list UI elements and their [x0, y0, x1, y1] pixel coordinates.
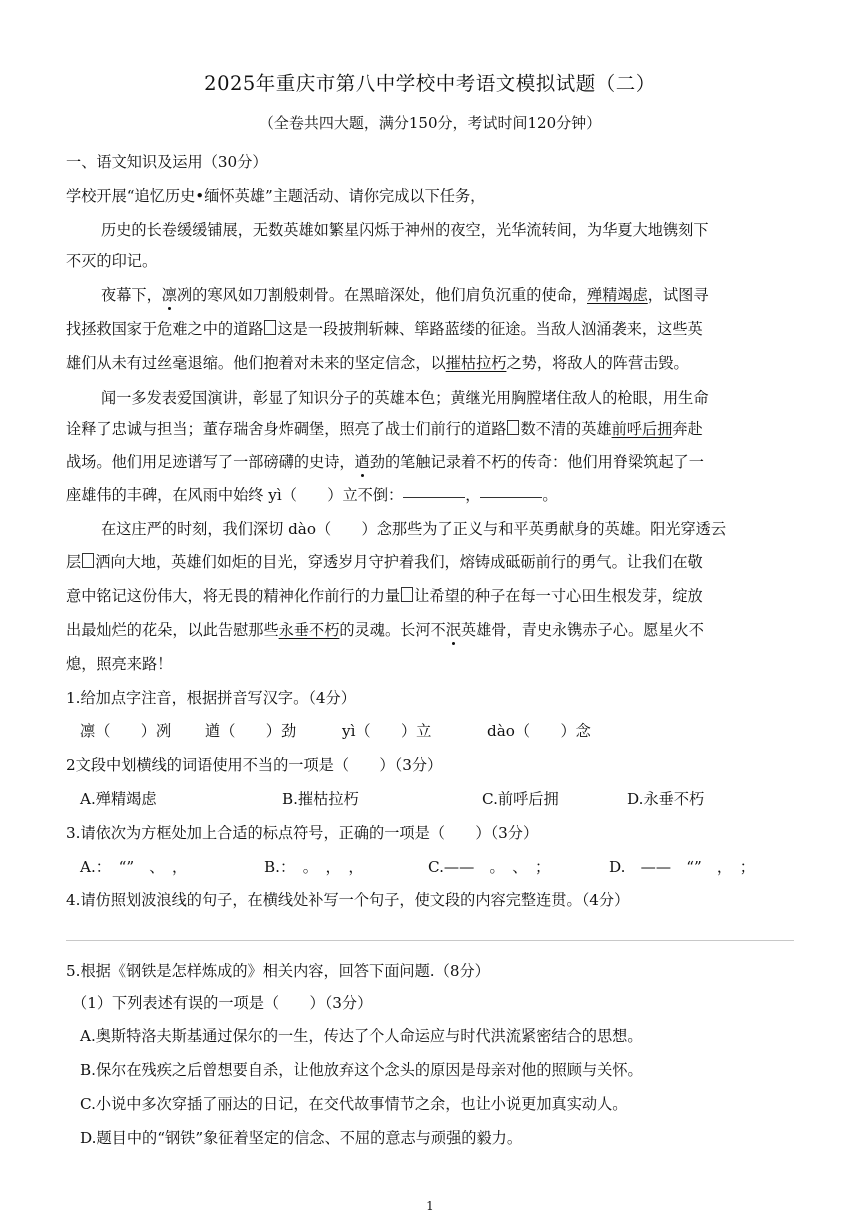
passage-line: 雄们从未有过丝毫退缩。他们抱着对未来的坚定信念，以摧枯拉朽之势，将敌人的阵营击毁。	[66, 354, 689, 372]
q2-option-d[interactable]: D.永垂不朽	[627, 790, 705, 808]
q2-option-c[interactable]: C.前呼后拥	[482, 790, 559, 808]
q1-item: 凛（ ）冽	[80, 722, 172, 740]
passage-line: 出最灿烂的花朵，以此告慰那些永垂不朽的灵魂。长河不泯英雄骨，青史永镌赤子心。愿星火不	[66, 621, 704, 639]
passage-line: 诠释了忠诚与担当；董存瑞舍身炸碉堡，照亮了战士们前行的道路 数不清的英雄前呼后拥奔赴	[66, 420, 703, 438]
passage-line: 座雄伟的丰碑，在风雨中始终 yì（ ）立不倒： ， 。	[66, 486, 558, 504]
q5-option-d[interactable]: D.题目中的“钢铁”象征着坚定的信念、不屈的意志与顽强的毅力。	[80, 1129, 523, 1147]
passage-line: 战场。他们用足迹谱写了一部磅礴的史诗，遒劲的笔触记录着不朽的传奇：他们用脊梁筑起了一	[66, 453, 704, 471]
dotted-char: 泯	[445, 621, 461, 639]
underlined-term: 前呼后拥	[611, 420, 673, 438]
q3-option-c[interactable]: C.—— 。 、 ；	[428, 858, 551, 876]
underlined-term: 摧枯拉朽	[445, 354, 507, 372]
answer-blank[interactable]	[403, 496, 465, 498]
dotted-char: 遒	[354, 453, 370, 471]
punctuation-box	[264, 320, 276, 335]
question-3-stem: 3.请依次为方框处加上合适的标点符号，正确的一项是（ ）（3分）	[66, 824, 539, 842]
q1-item: yì（ ）立	[342, 722, 432, 740]
question-5-stem: 5.根据《钢铁是怎样炼成的》相关内容，回答下面问题.（8分）	[66, 962, 490, 980]
underlined-term: 殚精竭虑	[587, 286, 648, 304]
passage-line: 夜幕下，凛冽的寒风如刀割般刺骨。在黑暗深处，他们肩负沉重的使命，殚精竭虑，试图寻	[101, 286, 709, 304]
question-4-stem: 4.请仿照划波浪线的句子，在横线处补写一个句子，使文段的内容完整连贯。（4分）	[66, 891, 630, 909]
q2-option-b[interactable]: B.摧枯拉朽	[282, 790, 359, 808]
section-heading: 一、语文知识及运用（30分）	[66, 153, 268, 171]
exam-subtitle: （全卷共四大题，满分150分，考试时间120分钟）	[258, 114, 602, 132]
passage-line: 历史的长卷缓缓铺展，无数英雄如繁星闪烁于神州的夜空，光华流转间，为华夏大地镌刻下	[101, 221, 709, 239]
q2-option-a[interactable]: A.殚精竭虑	[80, 790, 157, 808]
page-number: 1	[426, 1199, 434, 1213]
punctuation-box	[401, 587, 413, 602]
q5-option-b[interactable]: B.保尔在残疾之后曾想要自杀，让他放弃这个念头的原因是母亲对他的照顾与关怀。	[80, 1061, 643, 1079]
passage-line: 闻一多发表爱国演讲，彰显了知识分子的英雄本色；黄继光用胸膛堵住敌人的枪眼，用生命	[101, 389, 709, 407]
passage-line: 找拯救国家于危难之中的道路 这是一段披荆斩棘、筚路蓝缕的征途。当敌人汹涌袭来，这些英	[66, 320, 703, 338]
q3-option-b[interactable]: B.： 。 ， ，	[264, 858, 364, 876]
underlined-term: 永垂不朽	[278, 621, 340, 639]
q3-option-a[interactable]: A.： “” 、 ，	[80, 858, 188, 876]
dotted-char: 凛	[161, 286, 177, 304]
passage-line: 意中铭记这份伟大，将无畏的精神化作前行的力量 让希望的种子在每一寸心田生根发芽，绽放	[66, 587, 703, 605]
q1-item: dào（ ）念	[487, 722, 591, 740]
passage-line: 熄，照亮来路！	[66, 655, 173, 673]
question-1-stem: 1.给加点字注音，根据拼音写汉字。（4分）	[66, 689, 356, 707]
punctuation-box	[82, 553, 94, 568]
punctuation-box	[507, 420, 519, 435]
passage-line: 在这庄严的时刻，我们深切 dào（ ）念那些为了正义与和平英勇献身的英雄。阳光穿透云	[101, 520, 727, 538]
exam-title: 2025年重庆市第八中学校中考语文模拟试题（二）	[204, 72, 656, 95]
q3-option-d[interactable]: D. —— “” ， ；	[609, 858, 755, 876]
passage-line: 不灭的印记。	[66, 252, 158, 270]
task-intro: 学校开展“追忆历史•缅怀英雄”主题活动、请你完成以下任务，	[66, 187, 486, 205]
answer-blank[interactable]	[480, 496, 542, 498]
q5-option-a[interactable]: A.奥斯特洛夫斯基通过保尔的一生，传达了个人命运应与时代洪流紧密结合的思想。	[80, 1027, 643, 1045]
question-2-stem: 2文段中划横线的词语使用不当的一项是（ ）（3分）	[66, 756, 443, 774]
divider	[66, 940, 794, 941]
q5-option-c[interactable]: C.小说中多次穿插了丽达的日记，在交代故事情节之余，也让小说更加真实动人。	[80, 1095, 628, 1113]
q1-item: 遒（ ）劲	[205, 722, 297, 740]
q5-sub-1: （1）下列表述有误的一项是（ ）（3分）	[72, 994, 373, 1012]
passage-line: 层 洒向大地，英雄们如炬的目光，穿透岁月守护着我们，熔铸成砥砺前行的勇气。让我们在敬	[66, 553, 703, 571]
